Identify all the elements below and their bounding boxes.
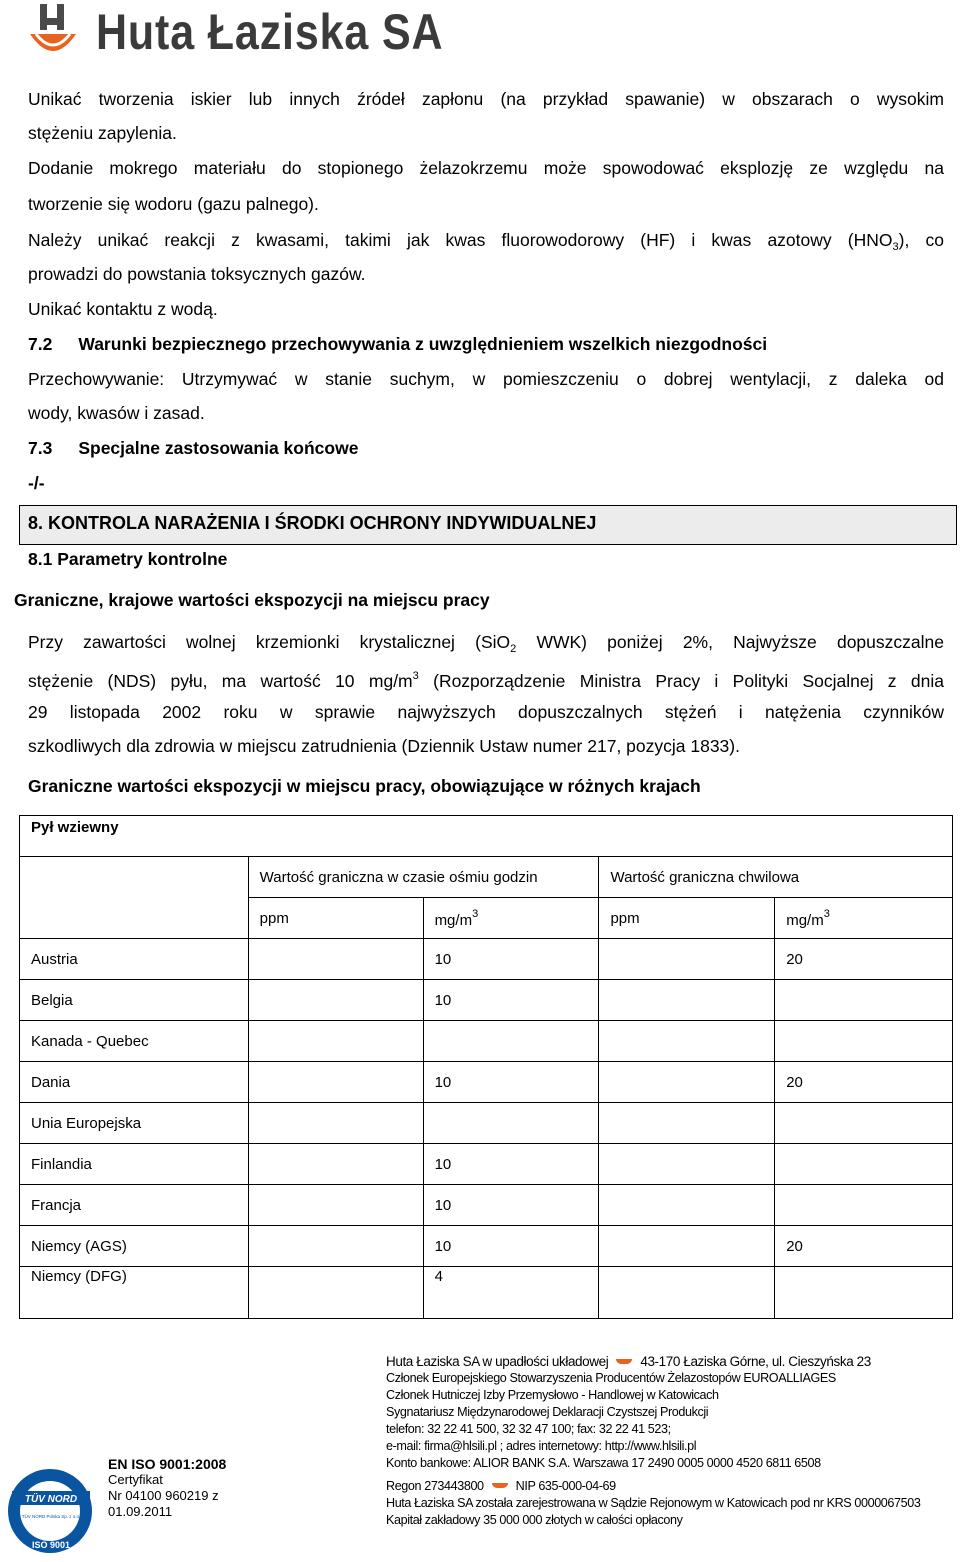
tuv-certificate-seal: [8, 1455, 98, 1555]
paragraph-nds-3: 29 listopada 2002 roku w sprawie najwyższych dopuszczalnych stężeń i natężenia czynników: [28, 702, 944, 722]
table-body: [20, 939, 953, 1319]
cell-ppm-short: [599, 1226, 775, 1267]
cell-mg-8h: 10: [423, 980, 599, 1021]
cell-mg-8h: 4: [423, 1267, 599, 1319]
cell-ppm-8h: [248, 1267, 423, 1319]
tuv-sub: TÜV NORD Polska Sp. z o.o.: [21, 1514, 81, 1519]
paragraph-storage-cont: wody, kwasów i zasad.: [28, 403, 205, 423]
cell-mg-8h: [423, 1021, 599, 1062]
table-row: [20, 980, 953, 1021]
group-short: Wartość graniczna chwilowa: [599, 857, 953, 898]
cell-mg-8h: [423, 1103, 599, 1144]
cell-ppm-short: [599, 1062, 775, 1103]
cell-country: Belgia: [20, 980, 249, 1021]
cell-ppm-short: [599, 1185, 775, 1226]
cell-ppm-short: [599, 1267, 775, 1319]
group-8h: Wartość graniczna w czasie ośmiu godzin: [248, 857, 599, 898]
cell-mg-short: [775, 1185, 953, 1226]
cell-mg-short: [775, 1021, 953, 1062]
table-row: [20, 1062, 953, 1103]
cell-ppm-short: [599, 939, 775, 980]
table-title-row: [20, 816, 953, 857]
cell-country: Niemcy (AGS): [20, 1226, 249, 1267]
unit-ppm-8h: ppm: [248, 898, 423, 939]
iso-line: Certyfikat: [108, 1472, 163, 1487]
table-row: [20, 1267, 953, 1319]
paragraph-nds-1: Przy zawartości wolnej krzemionki krystalicznej (SiO$_2$ WWK) poniżej 2%, Najwyższe dopuszczalne: [28, 632, 944, 655]
paragraph-nds-4: szkodliwych dla zdrowia w miejscu zatrudnienia (Dziennik Ustaw numer 217, pozycja 1833).: [28, 736, 740, 756]
iso-line: 01.09.2011: [108, 1504, 173, 1519]
cell-mg-8h: 10: [423, 1062, 599, 1103]
cell-ppm-short: [599, 980, 775, 1021]
table-row: [20, 939, 953, 980]
cell-country: Austria: [20, 939, 249, 980]
table-title: Pył wziewny: [20, 816, 953, 857]
paragraph-water: Unikać kontaktu z wodą.: [28, 299, 218, 319]
cell-ppm-8h: [248, 980, 423, 1021]
iso-title: EN ISO 9001:2008: [108, 1456, 227, 1472]
footer-company-line: Huta Łaziska SA w upadłości układowej 43-170 Łaziska Górne, ul. Cieszyńska 23: [386, 1354, 871, 1369]
cell-mg-short: [775, 980, 953, 1021]
cell-mg-short: 20: [775, 1062, 953, 1103]
heading-7-2: 7.2 Warunki bezpiecznego przechowywania z uwzględnieniem wszelkich niezgodności: [28, 334, 768, 354]
company-logo-text: Huta Łaziska SA: [96, 4, 444, 60]
cell-mg-short: 20: [775, 939, 953, 980]
cell-country: Unia Europejska: [20, 1103, 249, 1144]
footer-line: Konto bankowe: ALIOR BANK S.A. Warszawa 17 2490 0005 0000 4520 6811 6508: [386, 1456, 821, 1470]
cell-ppm-8h: [248, 1062, 423, 1103]
iso-certificate-info: [108, 1456, 226, 1520]
cell-ppm-8h: [248, 1021, 423, 1062]
paragraph-sparks-cont: stężeniu zapylenia.: [28, 123, 177, 143]
table-group-row: [20, 857, 953, 898]
heading-8-1: 8.1 Parametry kontrolne: [28, 549, 228, 569]
heading-7-3: 7.3 Specjalne zastosowania końcowe: [28, 438, 359, 458]
paragraph-nds-2: stężenie (NDS) pyłu, ma wartość 10 $mg/m^3$ (Rozporządzenie Ministra Pracy i Polityki Socjalnej z dnia: [28, 670, 944, 691]
cell-ppm-8h: [248, 1185, 423, 1226]
unit-mg-short: $mg/m^3$: [775, 898, 953, 939]
cell-mg-8h: 10: [423, 1185, 599, 1226]
cell-ppm-short: [599, 1021, 775, 1062]
iso-line: Nr 04100 960219 z: [108, 1488, 219, 1503]
footer-krs: Huta Łaziska SA została zarejestrowana w Sądzie Rejonowym w Katowicach pod nr KRS 0000067503: [386, 1496, 921, 1510]
table-row: [20, 1185, 953, 1226]
paragraph-wet-material: Dodanie mokrego materiału do stopionego żelazokrzemu może spowodować eksplozję ze względu na: [28, 158, 944, 178]
table-row: [20, 1103, 953, 1144]
footer-line: Członek Hutniczej Izby Przemysłowo - Handlowej w Katowicach: [386, 1388, 719, 1402]
cell-mg-short: 20: [775, 1226, 953, 1267]
cell-ppm-short: [599, 1103, 775, 1144]
paragraph-acids: Należy unikać reakcji z kwasami, takimi jak kwas fluorowodorowy (HF) i kwas azotowy $(HNO_3)$, co: [28, 230, 944, 253]
cell-country: Francja: [20, 1185, 249, 1226]
cell-country: Kanada - Quebec: [20, 1021, 249, 1062]
heading-national-limits: Graniczne, krajowe wartości ekspozycji na miejscu pracy: [14, 590, 490, 610]
exposure-limits-table: [19, 815, 953, 1319]
table-corner-cell: [20, 857, 249, 939]
footer-flag-icon: [616, 1359, 632, 1364]
unit-mg-8h: $mg/m^3$: [423, 898, 599, 939]
unit-ppm-short: ppm: [599, 898, 775, 939]
table-row: [20, 1144, 953, 1185]
footer-line: Sygnatariusz Międzynarodowej Deklaracji Czystszej Produkcji: [386, 1405, 709, 1419]
heading-7-3-value: -/-: [28, 473, 45, 493]
paragraph-storage: Przechowywanie: Utrzymywać w stanie suchym, w pomieszczeniu o dobrej wentylacji, z daleka od: [28, 369, 944, 389]
cell-ppm-8h: [248, 1144, 423, 1185]
cell-mg-short: [775, 1144, 953, 1185]
paragraph-wet-material-cont: tworzenie się wodoru (gazu palnego).: [28, 194, 319, 214]
cell-ppm-8h: [248, 939, 423, 980]
section-8-heading: 8. KONTROLA NARAŻENIA I ŚRODKI OCHRONY INDYWIDUALNEJ: [28, 513, 597, 533]
footer-regon-line: Regon 273443800 NIP 635-000-04-69: [386, 1479, 616, 1493]
cell-mg-8h: 10: [423, 939, 599, 980]
footer-flag-icon: [492, 1483, 508, 1488]
cell-ppm-8h: [248, 1103, 423, 1144]
cell-country: Niemcy (DFG): [20, 1267, 249, 1319]
cell-mg-8h: 10: [423, 1144, 599, 1185]
section-8-heading-box: [19, 505, 957, 545]
cell-country: Dania: [20, 1062, 249, 1103]
paragraph-sparks: Unikać tworzenia iskier lub innych źródeł zapłonu (na przykład spawanie) w obszarach o wysokim: [28, 89, 944, 109]
footer-line: e-mail: firma@hlsili.pl ; adres internetowy: http://www.hlsili.pl: [386, 1439, 697, 1453]
cell-mg-short: [775, 1267, 953, 1319]
cell-mg-short: [775, 1103, 953, 1144]
footer-capital: Kapitał zakładowy 35 000 000 złotych w całości opłacony: [386, 1513, 683, 1527]
cell-ppm-short: [599, 1144, 775, 1185]
footer-company-info: [386, 1353, 920, 1529]
footer-line: Członek Europejskiego Stowarzyszenia Producentów Żelazostopów EUROALLIAGES: [386, 1371, 836, 1385]
cell-country: Finlandia: [20, 1144, 249, 1185]
tuv-iso: ISO 9001: [31, 1540, 71, 1550]
tuv-brand: TÜV NORD: [24, 1494, 78, 1505]
cell-mg-8h: 10: [423, 1226, 599, 1267]
table-row: [20, 1021, 953, 1062]
cell-ppm-8h: [248, 1226, 423, 1267]
paragraph-acids-cont: prowadzi do powstania toksycznych gazów.: [28, 264, 366, 284]
table-row: [20, 1226, 953, 1267]
footer-line: telefon: 32 22 41 500, 32 32 47 100; fax: 32 22 41 523;: [386, 1422, 671, 1436]
company-logo-mark: [26, 4, 80, 62]
heading-international-limits: Graniczne wartości ekspozycji w miejscu pracy, obowiązujące w różnych krajach: [28, 776, 701, 796]
